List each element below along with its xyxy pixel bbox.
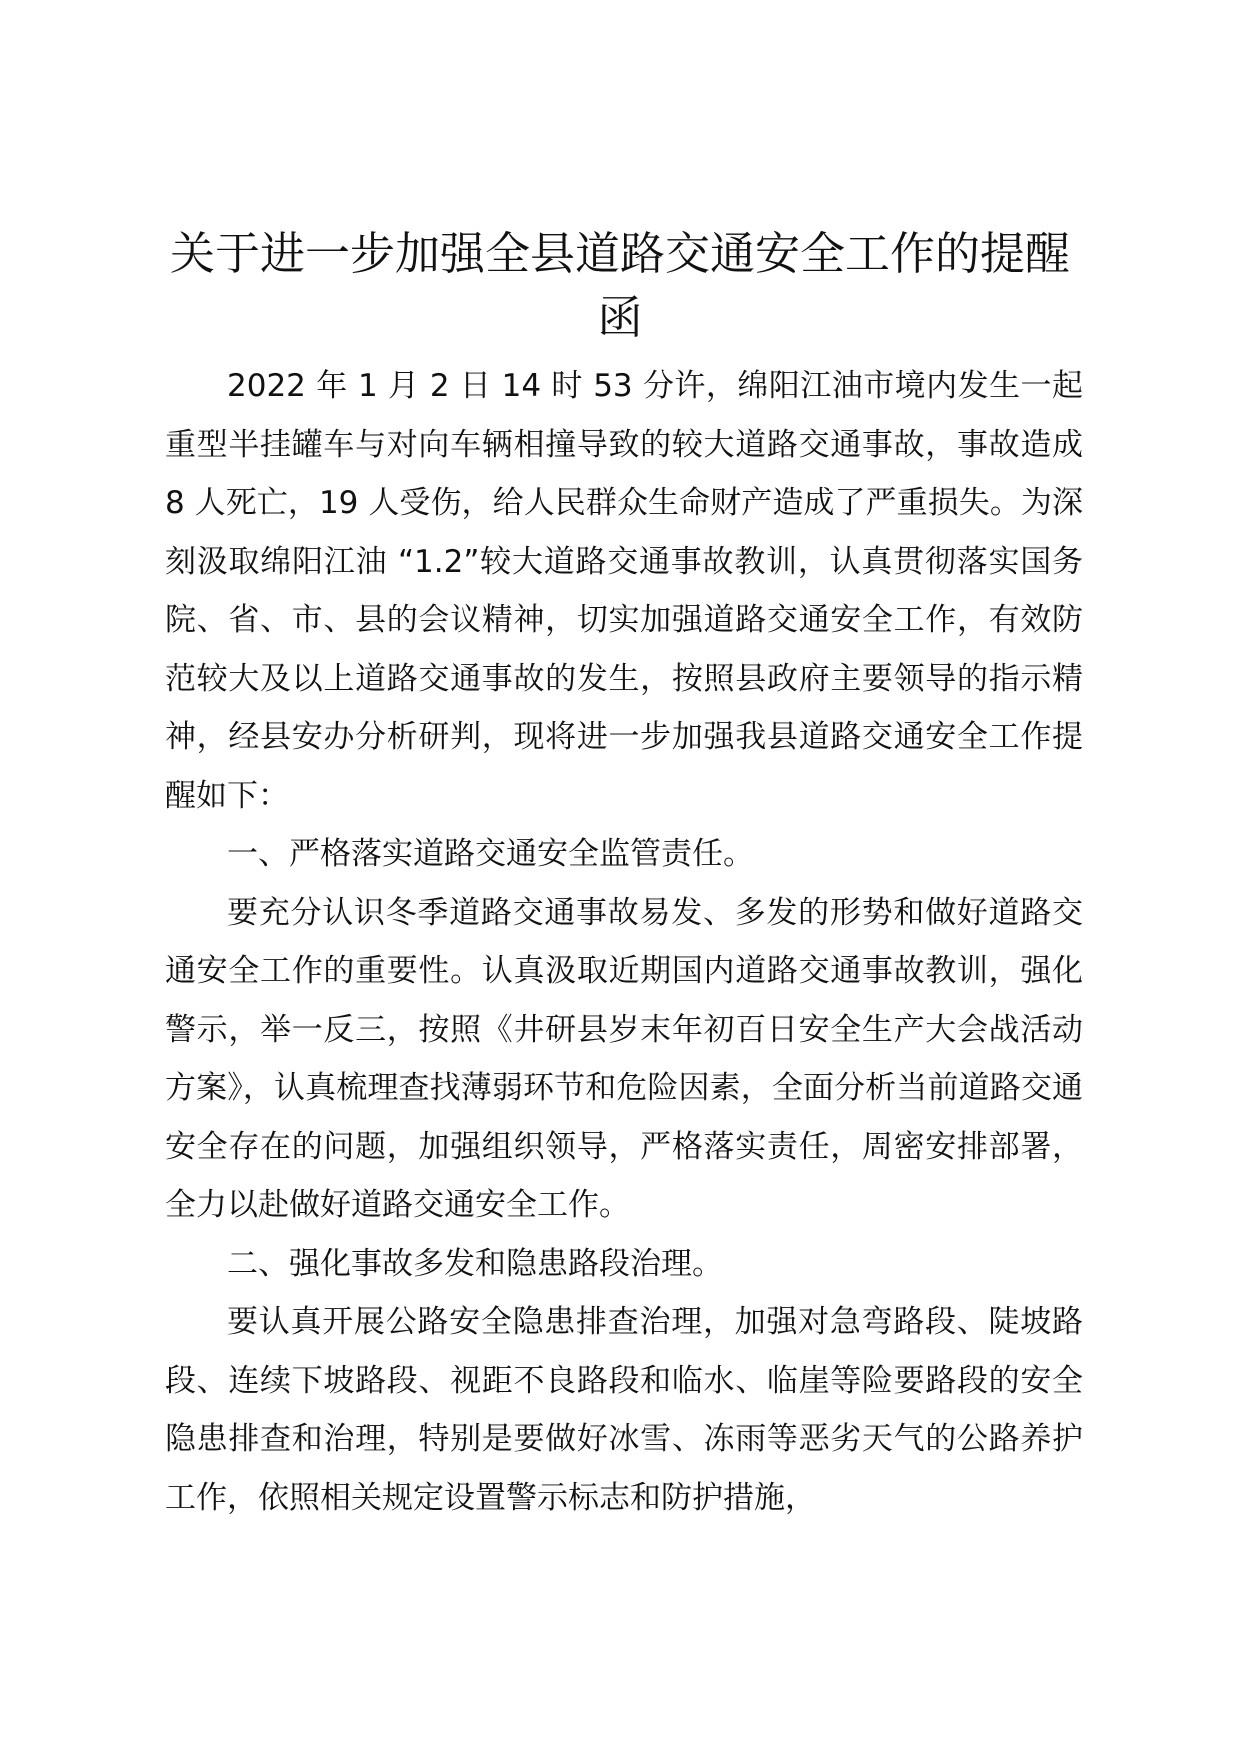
section-paragraph-2: 要认真开展公路安全隐患排查治理，加强对急弯路段、陡坡路段、连续下坡路段、视距不良路段和临水、临崖等险要路段的安全隐患排查和治理，特别是要做好冰雪、冻雨等恶劣天气的公路养护工作，依照相关规定设置警示标志和防护措施，	[165, 1304, 1083, 1516]
section-heading-1: 一、严格落实道路交通安全监管责任。	[227, 836, 754, 872]
document-body	[165, 357, 1083, 1527]
section-paragraph-1: 要充分认识冬季道路交通事故易发、多发的形势和做好道路交通安全工作的重要性。认真汲取近期国内道路交通事故教训，强化警示，举一反三，按照《井研县岁末年初百日安全生产大会战活动方案》，认真梳理查找薄弱环节和危险因素，全面分析当前道路交通安全存在的问题，加强组织领导，严格落实责任，周密安排部署，全力以赴做好道路交通安全工作。	[165, 894, 1083, 1223]
document-title: 关于进一步加强全县道路交通安全工作的提醒函	[169, 227, 1070, 344]
section-heading-2: 二、强化事故多发和隐患路段治理。	[227, 1245, 723, 1282]
intro-paragraph: 2022 年 1 月 2 日 14 时 53 分许，绵阳江油市境内发生一起重型半挂罐车与对向车辆相撞导致的较大道路交通事故，事故造成 8 人死亡，19 人受伤，给人民群众生命财产造成了严重损失。为深刻汲取绵阳江油 “1.2”较大道路交通事故教训，认真贯彻落实国务院、省、市、县的会议精神，切实加强道路交通安全工作，有效防范较大及以上道路交通事故的发生，按照县政府主要领导的指示精神，经县安办分析研判，现将进一步加强我县道路交通安全工作提醒如下：	[165, 368, 1083, 814]
